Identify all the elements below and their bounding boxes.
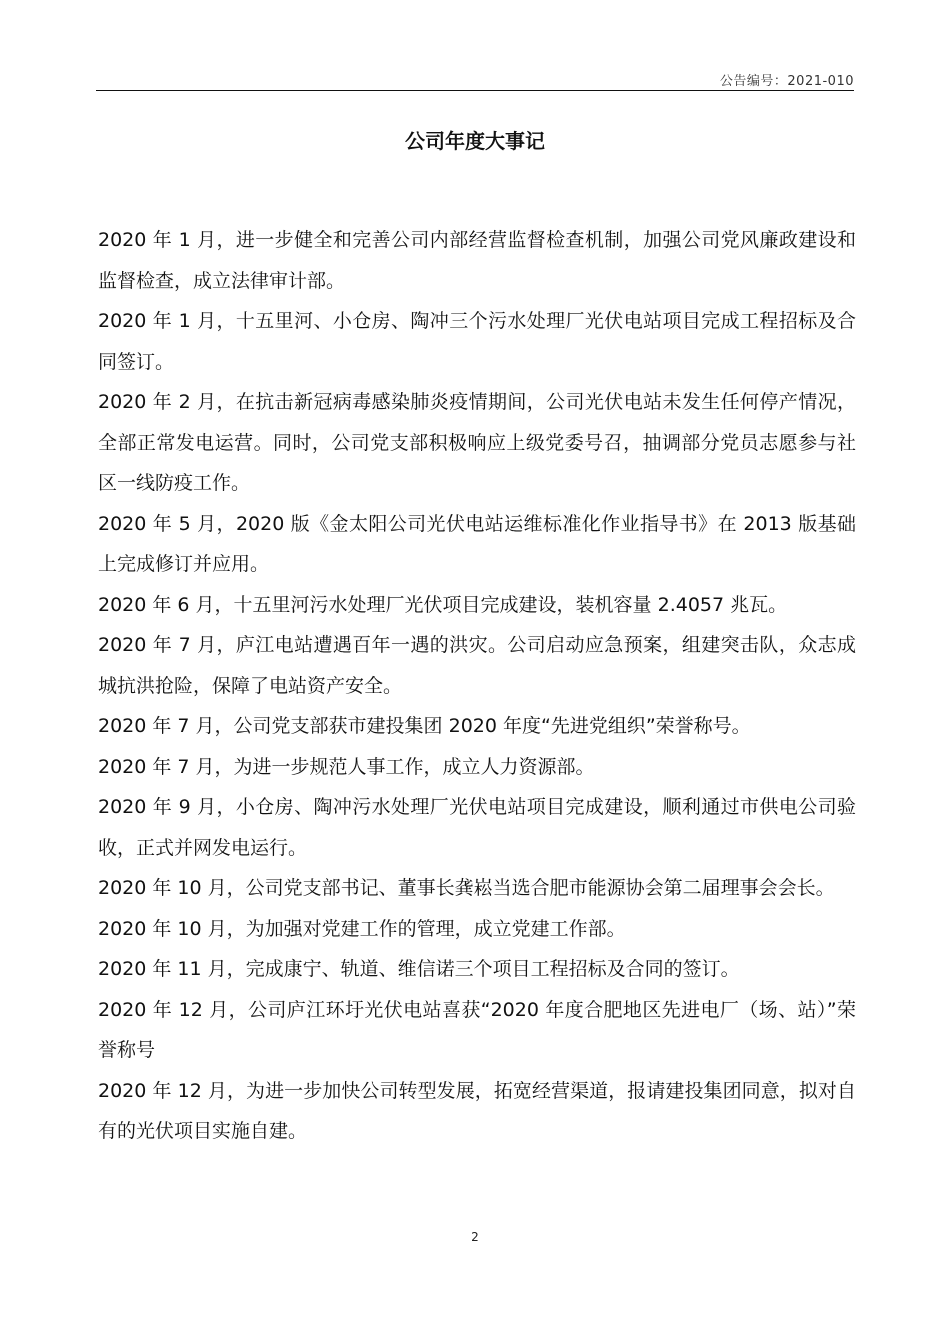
event-item: 2020 年 12 月，为进一步加快公司转型发展，拓宽经营渠道，报请建投集团同意，拟对自有的光伏项目实施自建。 [98, 1079, 856, 1142]
event-item: 2020 年 7 月，为进一步规范人事工作，成立人力资源部。 [98, 755, 595, 778]
page-title: 公司年度大事记 [405, 129, 545, 153]
event-item: 2020 年 10 月，公司党支部书记、董事长龚崧当选合肥市能源协会第二届理事会会长。 [98, 877, 835, 899]
event-item: 2020 年 1 月，进一步健全和完善公司内部经营监督检查机制，加强公司党风廉政建设和监督检查，成立法律审计部。 [98, 229, 856, 292]
event-item: 2020 年 10 月，为加强对党建工作的管理，成立党建工作部。 [98, 917, 626, 940]
event-item: 2020 年 2 月，在抗击新冠病毒感染肺炎疫情期间，公司光伏电站未发生任何停产情况，全部正常发电运营。同时，公司党支部积极响应上级党委号召，抽调部分党员志愿参与社区一线防疫工作。 [98, 391, 856, 494]
announcement-number: 公告编号：2021-010 [719, 74, 854, 89]
page-number: 2 [471, 1230, 479, 1244]
event-list [98, 220, 856, 1152]
event-item: 2020 年 12 月，公司庐江环圩光伏电站喜获“2020 年度合肥地区先进电厂（场、站）”荣誉称号 [98, 998, 856, 1061]
event-item: 2020 年 1 月，十五里河、小仓房、陶冲三个污水处理厂光伏电站项目完成工程招标及合同签订。 [98, 310, 856, 373]
event-item: 2020 年 11 月，完成康宁、轨道、维信诺三个项目工程招标及合同的签订。 [98, 958, 740, 980]
event-item: 2020 年 6 月，十五里河污水处理厂光伏项目完成建设，装机容量 2.4057 兆瓦。 [98, 593, 788, 616]
header-divider [96, 90, 854, 91]
event-item: 2020 年 7 月，公司党支部获市建投集团 2020 年度“先进党组织”荣誉称号。 [98, 715, 751, 737]
event-item: 2020 年 9 月，小仓房、陶冲污水处理厂光伏电站项目完成建设，顺利通过市供电公司验收，正式并网发电运行。 [98, 796, 856, 859]
event-item: 2020 年 7 月，庐江电站遭遇百年一遇的洪灾。公司启动应急预案，组建突击队，众志成城抗洪抢险，保障了电站资产安全。 [98, 634, 856, 697]
event-item: 2020 年 5 月，2020 版《金太阳公司光伏电站运维标准化作业指导书》在 2013 版基础上完成修订并应用。 [98, 512, 856, 575]
